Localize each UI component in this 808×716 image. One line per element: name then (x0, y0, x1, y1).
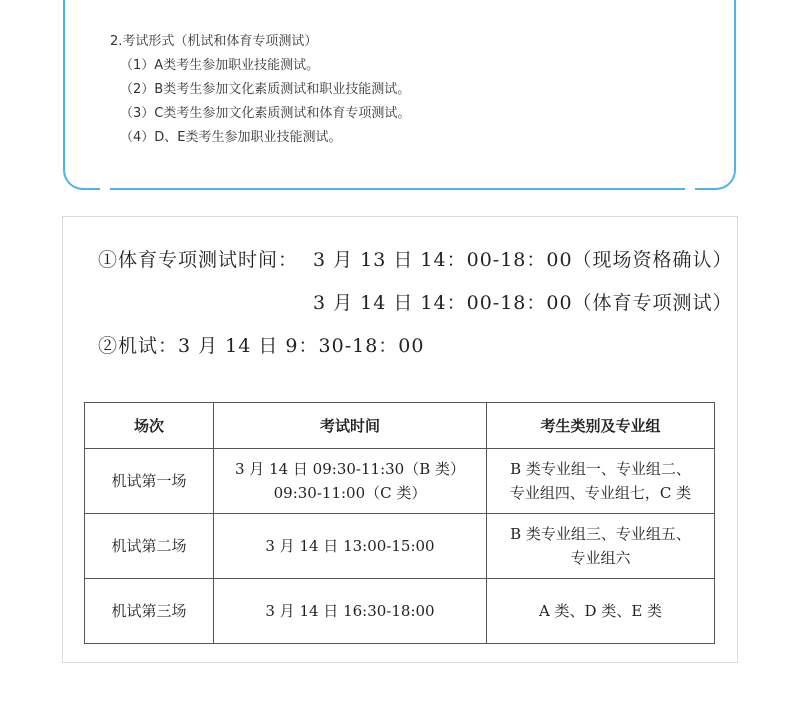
exam-schedule-table (84, 402, 715, 644)
groups-line: B 类专业组一、专业组二、 (510, 460, 691, 478)
header-time: 考试时间 (214, 403, 487, 449)
time-line: 3 月 14 日 16:30-18:00 (265, 602, 435, 620)
groups-cell (487, 579, 715, 644)
time-cell (214, 579, 487, 644)
table-header-row (85, 403, 715, 449)
groups-line: 专业组四、专业组七，C 类 (509, 484, 692, 502)
groups-cell (487, 514, 715, 579)
time-line: 09:30-11:00（C 类） (273, 484, 427, 502)
header-groups: 考生类别及专业组 (487, 403, 715, 449)
exam-form-item: （2）B类考生参加文化素质测试和职业技能测试。 (120, 82, 411, 97)
groups-line: B 类专业组三、专业组五、 (510, 525, 691, 543)
machine-test-time: ②机试：3 月 14 日 9：30-18：00 (98, 335, 425, 357)
table-row (85, 514, 715, 579)
border-gap (100, 186, 110, 192)
header-session: 场次 (85, 403, 214, 449)
border-gap (685, 186, 695, 192)
session-cell: 机试第一场 (85, 449, 214, 514)
exam-form-heading: 2.考试形式（机试和体育专项测试） (110, 34, 318, 49)
pe-test-day1: 3 月 13 日 14：00-18：00（现场资格确认） (313, 249, 733, 271)
time-cell (214, 514, 487, 579)
table-row (85, 579, 715, 644)
exam-form-item: （1）A类考生参加职业技能测试。 (120, 58, 320, 73)
groups-line: 专业组六 (570, 549, 631, 567)
table-row (85, 449, 715, 514)
time-line: 3 月 14 日 09:30-11:30（B 类） (234, 460, 466, 478)
session-cell: 机试第二场 (85, 514, 214, 579)
pe-test-day2: 3 月 14 日 14：00-18：00（体育专项测试） (313, 292, 733, 314)
groups-cell (487, 449, 715, 514)
session-cell: 机试第三场 (85, 579, 214, 644)
exam-form-list (110, 30, 410, 150)
pe-test-label: ①体育专项测试时间： (98, 249, 299, 271)
groups-line: A 类、D 类、E 类 (538, 602, 663, 620)
exam-form-item: （4）D、E类考生参加职业技能测试。 (120, 130, 342, 145)
time-cell (214, 449, 487, 514)
exam-form-item: （3）C类考生参加文化素质测试和体育专项测试。 (120, 106, 411, 121)
time-line: 3 月 14 日 13:00-15:00 (265, 537, 435, 555)
